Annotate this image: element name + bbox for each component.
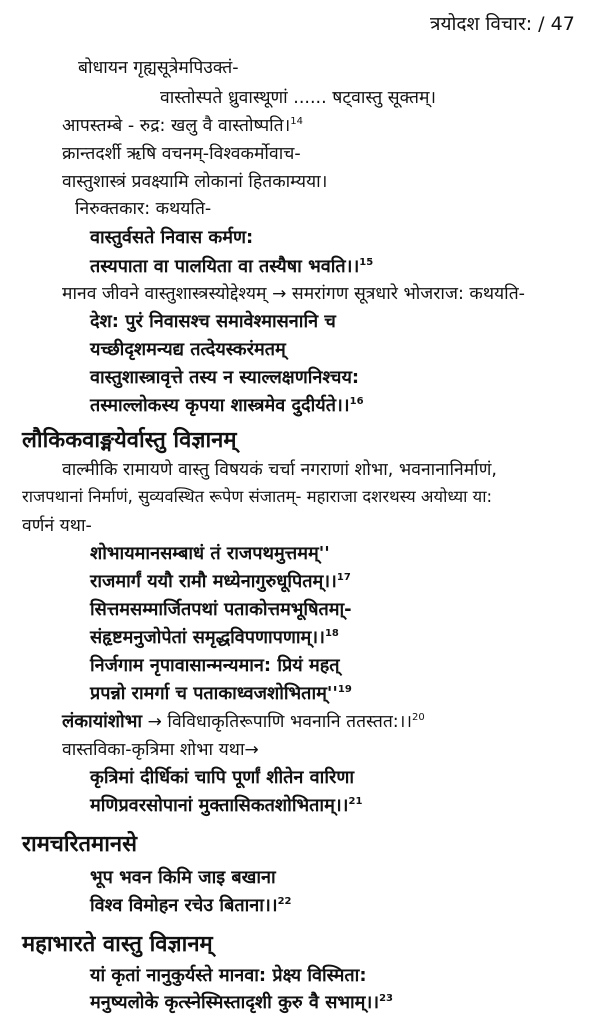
verse-line [90, 796, 362, 817]
verse-text: विश्व विमोहन रचेउ बिताना।। [90, 895, 278, 916]
footnote-ref: 18 [324, 628, 339, 639]
footnote-ref: 17 [336, 572, 351, 583]
text: आपस्तम्बे - रुद्र: खलु वै वास्तोष्पति। [62, 116, 291, 136]
paragraph-line: वाल्मीकि रामायणे वास्तु विषयकं चर्चा नगराणां शोभा, भवनानानिर्माणं, [62, 460, 497, 480]
paragraph-line: वर्णनं यथा- [22, 516, 92, 536]
verse-line: निर्जगाम नृपावासान्मन्यमान: प्रियं महत् [90, 655, 340, 676]
paragraph-line: राजपथानां निर्माणं, सुव्यवस्थित रूपेण संजातम्- महाराजा दशरथस्य अयोध्या या: [22, 487, 493, 506]
right-arrow-icon: → [272, 284, 287, 304]
section-heading: महाभारते वास्तु विज्ञानम् [22, 932, 213, 957]
verse-text: मनुष्यलोके कृत्स्नेस्मिस्तादृशी कुरु वै सभाम्।। [90, 992, 380, 1013]
footnote-ref: 15 [359, 257, 374, 268]
footnote-ref: 14 [290, 116, 304, 128]
verse-line [90, 396, 364, 417]
footnote-ref: 19 [337, 684, 352, 695]
text-line: बोधायन गृह्यसूत्रेमपिउक्तं- [78, 58, 239, 78]
text-line [62, 116, 303, 136]
verse-text: संहृष्टमनुजोपेतां समृद्धविपणापणाम्।। [90, 627, 325, 648]
verse-line [90, 993, 393, 1014]
verse-line [90, 572, 351, 593]
section-heading: लौकिकवाङ्मयेर्वास्तु विज्ञानम् [22, 428, 237, 453]
text: लंकायांशोभा [62, 711, 143, 732]
verse-text: मणिप्रवरसोपानां मुक्तासिकतशोभिताम्।। [90, 795, 349, 816]
footnote-ref: 23 [379, 993, 394, 1004]
right-arrow-icon: → [147, 712, 162, 732]
verse-line: यच्छीदृशमन्यद्य तत्देयस्करंमतम् [90, 339, 286, 360]
page-number: 47 [550, 13, 575, 35]
text-line [62, 712, 425, 733]
footnote-ref: 21 [348, 796, 363, 807]
text-line: क्रान्तदर्शी ऋषि वचनम्-विश्वकर्मोवाच- [62, 144, 301, 164]
footnote-ref: 16 [349, 396, 364, 407]
text-line [62, 740, 259, 761]
verse-line: सित्तमसम्मार्जितपथां पताकोत्तमभूषितमा्- [90, 599, 352, 620]
verse-text: राजमार्गं ययौ रामौ मध्येनागुरुधूपितम्।। [90, 571, 337, 592]
footnote-ref: 22 [277, 896, 292, 907]
verse-text: प्रपन्नो रामर्गा च पताकाध्वजशोभिताम्'' [90, 683, 338, 704]
footnote-ref: 20 [411, 712, 425, 724]
header-separator: / [532, 13, 551, 35]
verse-text: तस्माल्लोकस्य कृपया शास्त्रमेव दुदीर्यते।। [90, 395, 350, 416]
text: समरांगण सूत्रधारे भोजराज: कथयति- [291, 284, 525, 304]
text-line: वास्तुशास्त्रं प्रवक्ष्यामि लोकानां हितकाम्यया। [62, 172, 328, 192]
text-line [62, 284, 525, 305]
chapter-title: त्रयोदश विचार: [430, 13, 533, 35]
verse-line: यां कृतां नानुकुर्यस्ते मानवा: प्रेक्ष्य विस्मिता: [90, 965, 367, 986]
running-header [430, 14, 575, 36]
verse-line [90, 684, 352, 705]
text-line: निरुक्तकार: कथयति- [75, 199, 212, 219]
verse-line: वास्तुशास्त्रावृत्ते तस्य न स्याल्लक्षणनिश्चय: [90, 367, 360, 388]
verse-line: शोभायमानसम्बाधं तं राजपथमुत्तमम्'' [90, 543, 330, 564]
text-line: वास्तोस्पते ध्रुवास्थूणां ...... षट्वास्तु सूक्तम्। [160, 88, 437, 108]
verse-line [90, 896, 292, 917]
verse-line [90, 257, 373, 278]
verse-line [90, 628, 339, 649]
verse-line: वास्तुर्वसते निवास कर्मण: [90, 227, 254, 248]
verse-line: भूप भवन किमि जाइ बखाना [90, 867, 276, 888]
text: मानव जीवने वास्तुशास्त्रस्योद्देश्यम् [62, 284, 267, 304]
verse-text: तस्यपाता वा पालयिता वा तस्यैषा भवति।। [90, 256, 360, 277]
verse-line: कृत्रिमां दीर्धिकां चापि पूर्णां शीतेन वारिणा [90, 767, 355, 788]
section-heading: रामचरितमानसे [22, 832, 137, 857]
right-arrow-icon: → [244, 740, 259, 760]
text: वास्तविका-कृत्रिमा शोभा यथा [62, 740, 245, 760]
verse-line: देश: पुरं निवासश्च समावेश्मासनानि च [90, 311, 336, 332]
text: विविधाकृतिरूपाणि भवनानि ततस्तत:।। [167, 712, 412, 732]
